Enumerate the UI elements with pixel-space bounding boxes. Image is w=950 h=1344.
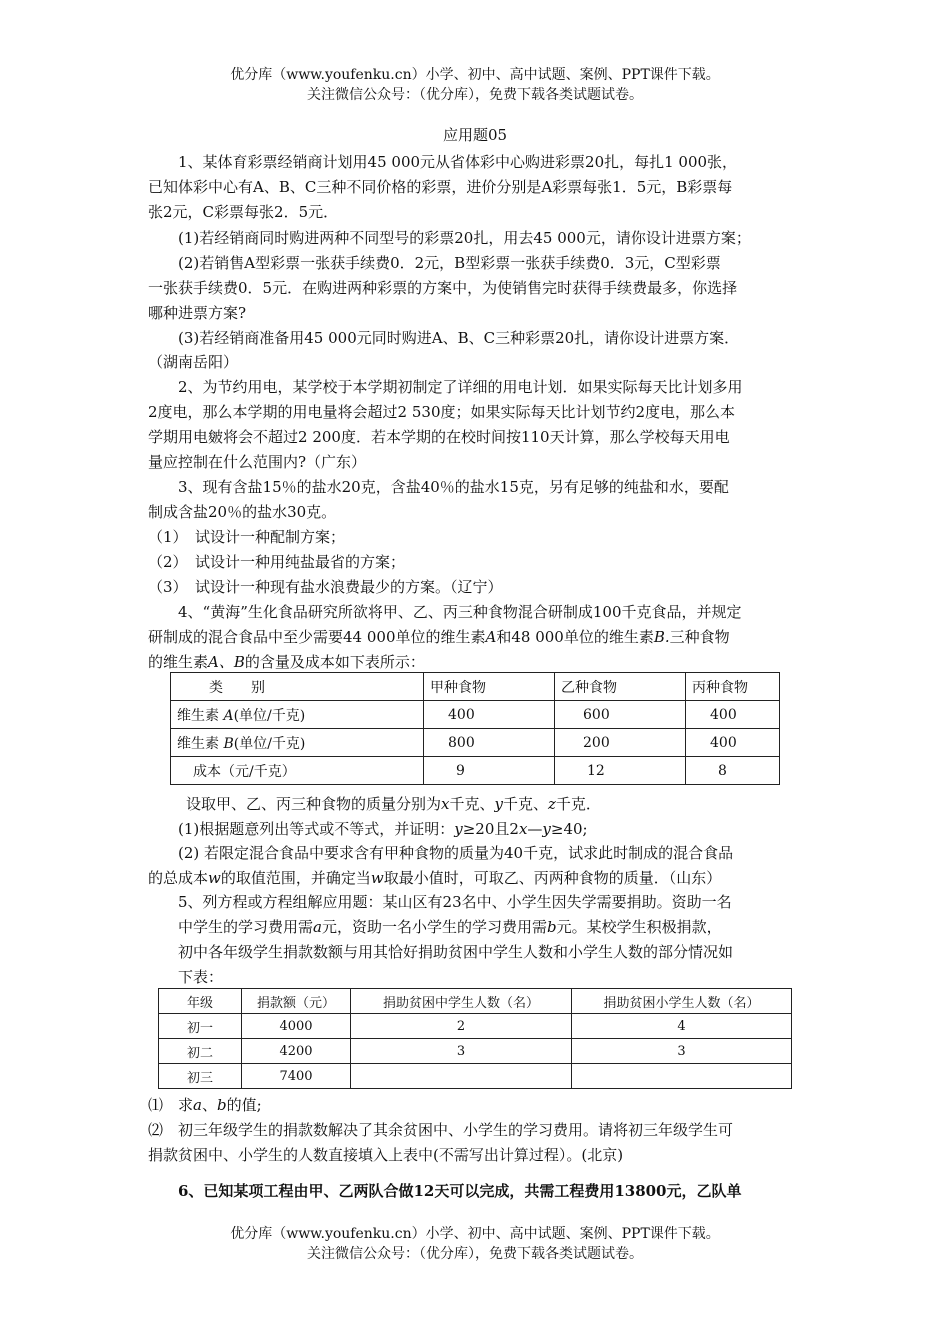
footer-line-2: 关注微信公众号：（优分库），免费下载各类试题试卷。 (307, 1246, 643, 1262)
table-row (159, 1014, 792, 1039)
q4-line-1: 4、“黄海”生化食品研究所欲将甲、乙、丙三种食物混合研制成100千克食品，并规定 (178, 603, 742, 621)
q1-part-3b: （湖南岳阳） (148, 353, 239, 371)
q5-line-4: 下表： (178, 968, 224, 986)
q3-sub-3: （3） 试设计一种现有盐水浪费最少的方案。（辽宁） (148, 578, 503, 596)
table-cell: 12 (555, 757, 686, 785)
q3-line-1: 3、现有含盐15％的盐水20克，含盐40％的盐水15克，另有足够的纯盐和水，要配 (178, 478, 729, 496)
table-row (171, 729, 780, 757)
table-cell: 4200 (242, 1039, 351, 1064)
q1-part-1: (1)若经销商同时购进两种不同型号的彩票20扎，用去45 000元，请你设计进票方案； (178, 229, 751, 247)
page-title: 应用题05 (442, 126, 508, 144)
table-cell: 4000 (242, 1014, 351, 1039)
header-line-1: 优分库（www.youfenku.cn）小学、初中、高中试题、案例、PPT课件下载。 (230, 67, 720, 83)
table-header-cell: 丙种食物 (686, 673, 780, 701)
table-cell: 400 (424, 701, 555, 729)
table-header-cell: 甲种食物 (424, 673, 555, 701)
q5-line-1: 5、列方程或方程组解应用题：某山区有23名中、小学生因失学需要捐助。资助一名 (178, 893, 732, 911)
table-header-cell: 年级 (159, 989, 242, 1014)
footer-line-1: 优分库（www.youfenku.cn）小学、初中、高中试题、案例、PPT课件下载。 (230, 1226, 720, 1242)
table-cell (572, 1064, 792, 1089)
q2-line-2: 2度电，那么本学期的用电量将会超过2 530度；如果实际每天比计划节约2度电，那么本 (148, 403, 736, 421)
q4-line-3: 的维生素A、B的含量及成本如下表所示： (148, 653, 425, 671)
q4-part-2a: (2) 若限定混合食品中要求含有甲种食物的质量为40千克，试求此时制成的混合食品 (178, 844, 734, 862)
donation-table (158, 988, 792, 1089)
table-cell: 200 (555, 729, 686, 757)
q5-sub-2a: ⑵ 初三年级学生的捐款数解决了其余贫困中、小学生的学习费用。请将初三年级学生可 (148, 1121, 734, 1139)
q1-part-2b: 一张获手续费0．5元．在购进两种彩票的方案中，为使销售完时获得手续费最多，你选择 (148, 279, 738, 297)
table-header-cell: 乙种食物 (555, 673, 686, 701)
table-cell: 3 (572, 1039, 792, 1064)
table-cell: 9 (424, 757, 555, 785)
header-line-2: 关注微信公众号：（优分库），免费下载各类试题试卷。 (307, 87, 643, 103)
q1-part-3a: (3)若经销商准备用45 000元同时购进A、B、C三种彩票20扎，请你设计进票方案． (178, 329, 740, 347)
q1-line-3: 张2元，C彩票每张2．5元． (148, 203, 339, 221)
q5-sub-1: ⑴ 求a、b的值; (148, 1096, 262, 1114)
table-row-label: 成本（元/千克） (171, 757, 424, 785)
q5-line-2: 中学生的学习费用需a元，资助一名小学生的学习费用需b元。某校学生积极捐款， (178, 918, 722, 936)
q1-part-2c: 哪种进票方案? (148, 304, 247, 322)
q2-line-1: 2、为节约用电，某学校于本学期初制定了详细的用电计划．如果实际每天比计划多用 (178, 378, 743, 396)
table-header-cell: 类 别 (171, 673, 424, 701)
table-row-label: 维生素 B(单位/千克) (171, 729, 424, 757)
q2-line-3: 学期用电皴将会不超过2 200度．若本学期的在校时间按110天计算，那么学校每天用电 (148, 428, 730, 446)
table-row (171, 701, 780, 729)
table-cell: 2 (351, 1014, 572, 1039)
q1-line-1: 1、某体育彩票经销商计划用45 000元从省体彩中心购进彩票20扎，每扎1 000张， (178, 153, 738, 171)
table-cell: 400 (686, 729, 780, 757)
table-cell: 8 (686, 757, 780, 785)
table-cell: 7400 (242, 1064, 351, 1089)
table-header-cell: 捐款额（元） (242, 989, 351, 1014)
table-cell: 初三 (159, 1064, 242, 1089)
table-cell: 600 (555, 701, 686, 729)
q4-line-2: 研制成的混合食品中至少需要44 000单位的维生素A和48 000单位的维生素B.三种食物 (148, 628, 730, 646)
q1-part-2a: (2)若销售A型彩票一张获手续费0．2元，B型彩票一张获手续费0．3元，C型彩票 (178, 254, 721, 272)
q3-sub-2: （2） 试设计一种用纯盐最省的方案； (148, 553, 406, 571)
table-cell: 800 (424, 729, 555, 757)
table-cell: 初一 (159, 1014, 242, 1039)
q2-line-4: 量应控制在什么范围内?（广东） (148, 453, 367, 471)
table-row (171, 757, 780, 785)
q4-part-2b: 的总成本w的取值范围，并确定当w取最小值时，可取乙、丙两种食物的质量．（山东） (148, 869, 722, 887)
table-row-label: 维生素 A(单位/千克) (171, 701, 424, 729)
table-header-cell: 捐助贫困小学生人数（名） (572, 989, 792, 1014)
table-cell: 400 (686, 701, 780, 729)
table-header-cell: 捐助贫困中学生人数（名） (351, 989, 572, 1014)
table-row (159, 1039, 792, 1064)
q3-line-2: 制成含盐20％的盐水30克。 (148, 503, 337, 521)
q4-line-4: 设取甲、乙、丙三种食物的质量分别为x千克、y千克、z千克． (186, 795, 601, 813)
table-cell (351, 1064, 572, 1089)
q4-part-1: (1)根据题意列出等式或不等式，并证明：y≥20且2x—y≥40; (178, 820, 588, 838)
table-row (159, 1064, 792, 1089)
table-cell: 3 (351, 1039, 572, 1064)
table-cell: 4 (572, 1014, 792, 1039)
q3-sub-1: （1） 试设计一种配制方案； (148, 528, 346, 546)
q5-line-3: 初中各年级学生捐款数额与用其恰好捐助贫困中学生人数和小学生人数的部分情况如 (178, 943, 734, 961)
q6-line-1: 6、已知某项工程由甲、乙两队合做12天可以完成，共需工程费用13800元，乙队单 (178, 1182, 742, 1200)
table-cell: 初二 (159, 1039, 242, 1064)
q1-line-2: 已知体彩中心有A、B、C三种不同价格的彩票，进价分别是A彩票每张1．5元，B彩票每 (148, 178, 733, 196)
table-header-row (159, 989, 792, 1014)
table-header-row (171, 673, 780, 701)
q5-sub-2b: 捐款贫困中、小学生的人数直接填入上表中(不需写出计算过程）。(北京) (148, 1146, 624, 1164)
vitamin-table (170, 672, 780, 785)
